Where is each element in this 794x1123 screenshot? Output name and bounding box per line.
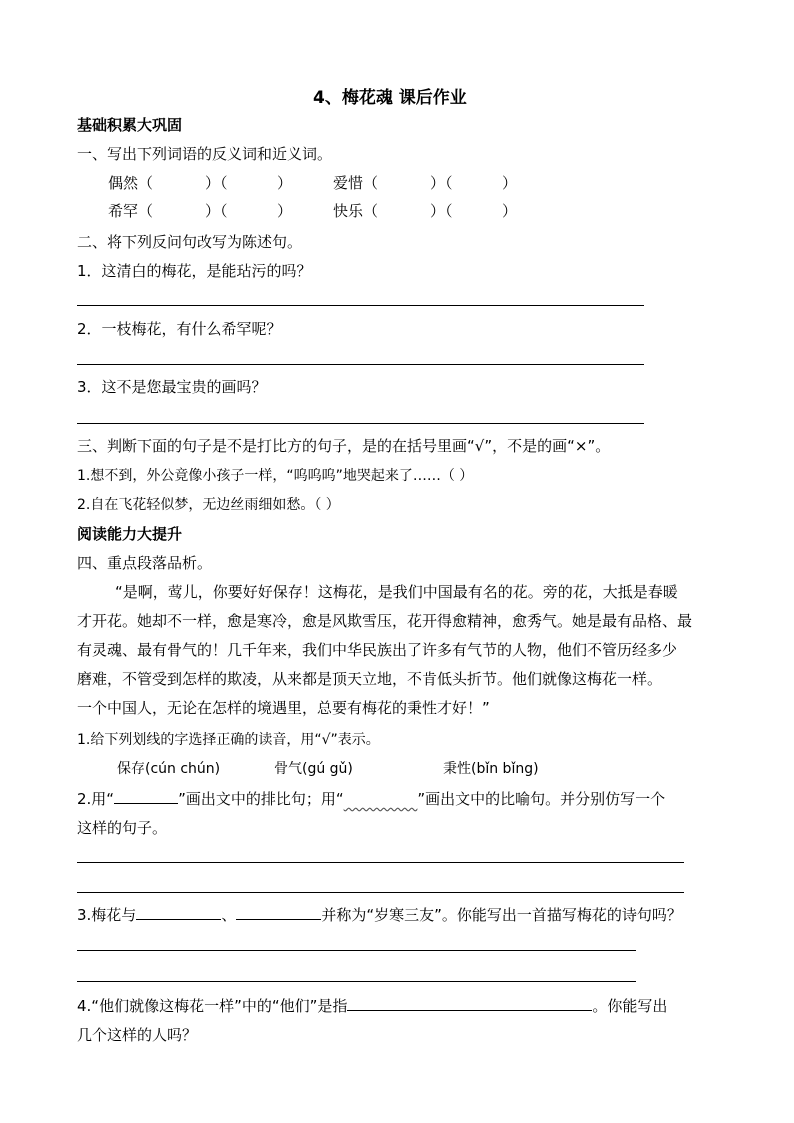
- q4-sub2-text: 2.用“: [77, 790, 115, 808]
- fill-blank[interactable]: [136, 919, 221, 920]
- q2-item: 2．一枝梅花，有什么希罕呢？: [77, 320, 282, 338]
- q1-item-mid: ）（: [205, 202, 228, 220]
- passage-line: 才开花。她却不一样，愈是寒冷，愈是风欺雪压，花开得愈精神，愈秀气。她是最有品格、最: [77, 612, 693, 630]
- q4-sub3-text: 并称为“岁寒三友”。你能写出一首描写梅花的诗句吗？: [321, 906, 682, 924]
- q1-item-word: 偶然（: [108, 174, 154, 192]
- q1-item-end: ）: [277, 174, 293, 192]
- answer-line[interactable]: [77, 364, 644, 365]
- answer-line[interactable]: [77, 862, 684, 863]
- passage-line: “是啊，莺儿，你要好好保存！这梅花，是我们中国最有名的花。旁的花，大抵是春暖: [115, 583, 678, 601]
- q2-item: 3．这不是您最宝贵的画吗？: [77, 378, 267, 396]
- q4-sub3-text: 3.梅花与: [77, 906, 137, 924]
- q4-sub3-text: 、: [221, 906, 237, 924]
- q2-item: 1．这清白的梅花，是能玷污的吗？: [77, 262, 312, 280]
- q4-heading: 四、重点段落品析。: [77, 554, 213, 572]
- q4-sub3: [77, 904, 682, 925]
- q1-heading: 一、写出下列词语的反义词和近义词。: [77, 145, 333, 163]
- q1-item-word: 希罕（: [108, 202, 154, 220]
- passage-line: 有灵魂、最有骨气的！几千年来，我们中华民族出了许多有气节的人物，他们不管历经多少: [77, 641, 678, 659]
- q2-heading: 二、将下列反问句改写为陈述句。: [77, 233, 303, 251]
- passage-line: 一个中国人，无论在怎样的境遇里，总要有梅花的秉性才好！”: [77, 699, 490, 717]
- section-heading-reading: 阅读能力大提升: [77, 525, 183, 543]
- pinyin-option[interactable]: 保存(cún chún): [117, 761, 221, 777]
- wavy-underline-sample: [344, 794, 418, 807]
- q4-sub4: [77, 995, 667, 1016]
- answer-line[interactable]: [77, 981, 636, 982]
- q4-sub1: 1.给下列划线的字选择正确的读音，用“√”表示。: [77, 732, 380, 748]
- q1-item-end: ）: [277, 202, 293, 220]
- q4-sub4-text: 4.“他们就像这梅花一样”中的“他们”是指: [77, 997, 348, 1015]
- q4-sub4-text: 。你能写出: [592, 997, 668, 1015]
- q1-item-end: ）: [502, 174, 518, 192]
- q1-item-end: ）: [502, 202, 518, 220]
- q4-sub2-cont: 这样的句子。: [77, 819, 168, 837]
- q3-heading: 三、判断下面的句子是不是打比方的句子，是的在括号里画“√”，不是的画“×”。: [77, 437, 611, 455]
- fill-blank[interactable]: [236, 919, 321, 920]
- page-title: 4、梅花魂 课后作业: [313, 88, 467, 108]
- q4-sub2-text: ”画出文中的排比句；用“: [178, 790, 344, 808]
- section-heading-basic: 基础积累大巩固: [77, 116, 183, 134]
- q1-item-word: 快乐（: [333, 202, 379, 220]
- fill-blank[interactable]: [347, 1010, 592, 1011]
- answer-line[interactable]: [77, 423, 644, 424]
- passage-line: 磨难，不管受到怎样的欺凌，从来都是顶天立地，不肯低头折节。他们就像这梅花一样。: [77, 670, 663, 688]
- q3-item: 2.自在飞花轻似梦，无边丝雨细如愁。（ ）: [77, 497, 340, 513]
- answer-line[interactable]: [77, 892, 684, 893]
- q3-item: 1.想不到，外公竟像小孩子一样，“呜呜呜”地哭起来了……（ ）: [77, 468, 474, 484]
- q1-item-mid: ）（: [430, 174, 453, 192]
- q4-sub4-cont: 几个这样的人吗？: [77, 1026, 198, 1044]
- answer-line[interactable]: [77, 950, 636, 951]
- q4-sub2-text: ”画出文中的比喻句。并分别仿写一个: [417, 790, 666, 808]
- q1-item-word: 爱惜（: [333, 174, 379, 192]
- straight-underline-sample: [114, 803, 178, 804]
- q1-item-mid: ）（: [430, 202, 453, 220]
- answer-line[interactable]: [77, 305, 644, 306]
- q1-item-mid: ）（: [205, 174, 228, 192]
- pinyin-option[interactable]: 骨气(gú gǔ): [274, 761, 353, 777]
- q4-sub2: [77, 788, 665, 809]
- pinyin-option[interactable]: 秉性(bǐn bǐng): [443, 761, 539, 777]
